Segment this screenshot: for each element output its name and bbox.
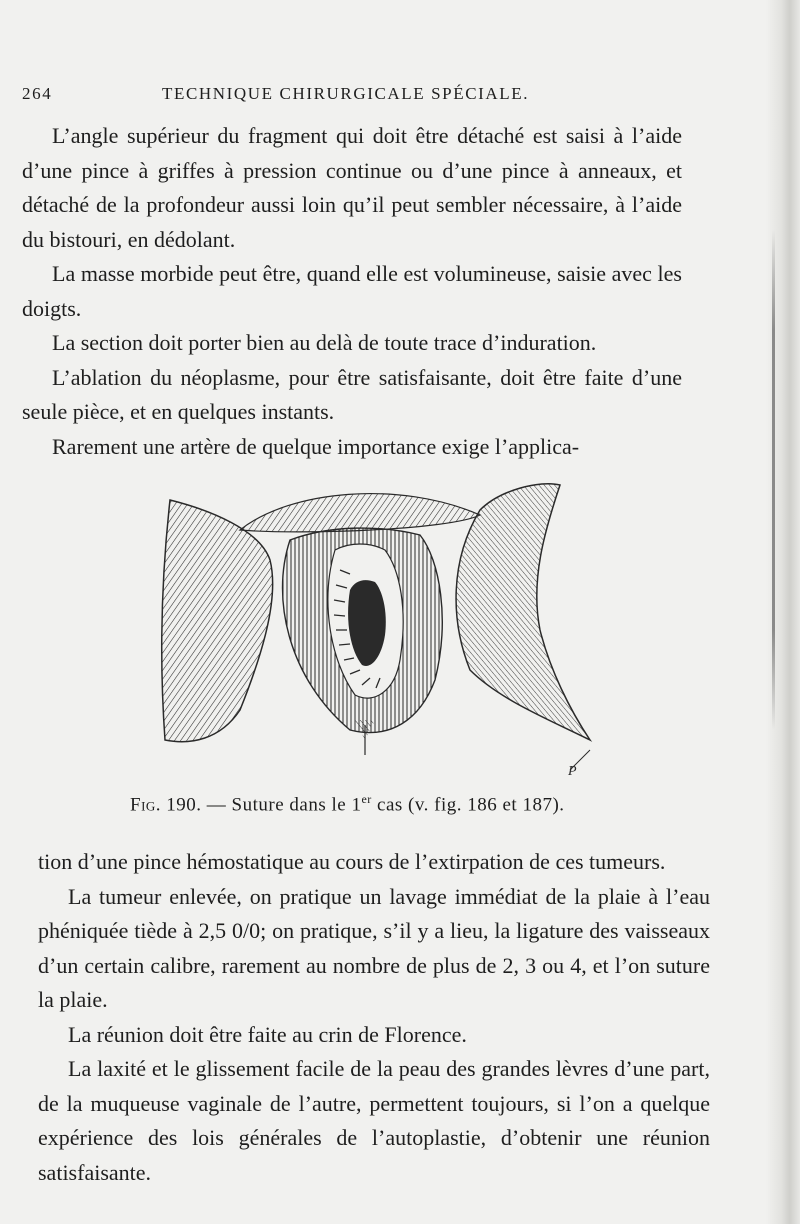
paragraph: La masse morbide peut être, quand elle est volumineuse, saisie avec les doigts. (22, 261, 682, 321)
paragraph: tion d’une pince hémostatique au cours de l’extirpation de ces tumeurs. (38, 849, 666, 874)
paragraph: L’ablation du néoplasme, pour être satisfaisante, doit être faite d’une seule pièce, et en quelques instants. (22, 364, 682, 424)
text-block-bottom (38, 845, 710, 1190)
paragraph: La laxité et le glissement facile de la peau des grandes lèvres d’une part, de la muqueuse vaginale de l’autre, permettent toujours, si l’on a quelque expérience des lois générales de l’autoplastie, d’obtenir une réunion satisfaisante. (38, 1056, 710, 1185)
page-number: 264 (22, 84, 53, 103)
paragraph: La réunion doit être faite au crin de Florence. (68, 1021, 467, 1047)
figure-label: Fig. 190. (130, 794, 202, 816)
page-edge-shadow (766, 0, 800, 1224)
caption-text-end: cas (v. fig. 186 et 187). (371, 794, 565, 816)
caption-superscript: er (361, 792, 372, 806)
paragraph: L’angle supérieur du fragment qui doit être détaché est saisi à l’aide d’une pince à griffes à pression continue ou d’une pince à anneaux, et détaché de la profondeur aussi loin qu’il peut sembler nécessaire, à l’aide du bistouri, en dédolant. (22, 123, 682, 252)
running-head (22, 82, 722, 108)
caption-text: Suture dans le 1 (231, 794, 362, 816)
text-block-top (22, 119, 682, 464)
running-title: TECHNIQUE CHIRURGICALE SPÉCIALE. (162, 84, 530, 103)
paragraph: Rarement une artère de quelque importance exige l’applica- (52, 433, 580, 459)
figure-190-illustration (150, 470, 620, 780)
caption-dash: — (206, 794, 227, 816)
paragraph: La tumeur enlevée, on pratique un lavage immédiat de la plaie à l’eau phéniquée tiède à 2,5 0/0; on pratique, s’il y a lieu, la ligature des vaisseaux d’un certain calibre, rarement au nombre de plus de 2, 3 ou 4, et l’on suture la plaie. (38, 883, 710, 1012)
anatomical-engraving (150, 470, 620, 780)
engraver-mark: P (568, 764, 577, 779)
paragraph: La section doit porter bien au delà de toute trace d’induration. (52, 330, 597, 355)
figure-caption (130, 792, 650, 816)
